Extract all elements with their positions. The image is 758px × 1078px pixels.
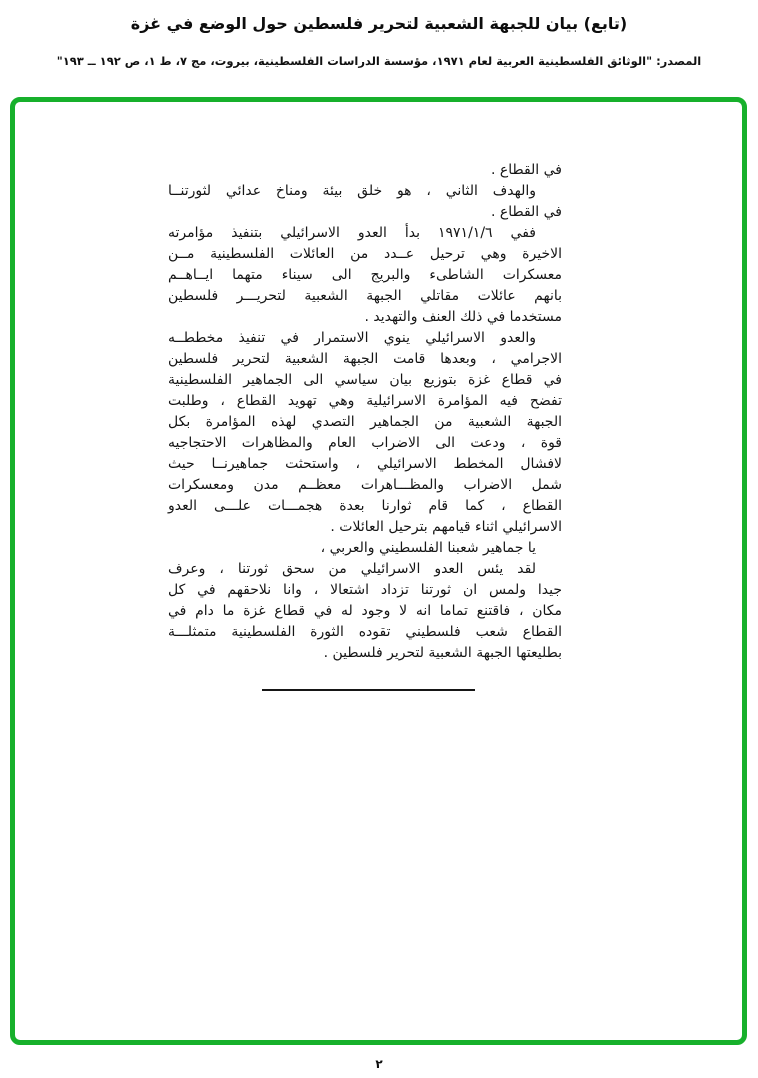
text-line: قوة ، ودعت الى الاضراب العام والمظاهرات الاحتجاجيه — [168, 435, 562, 451]
text-line: الجبهة الشعبية من الجماهير التصدي لهذه المؤامرة بكل — [168, 414, 562, 430]
document-body — [168, 160, 562, 664]
text-line: معسكرات الشاطىء والبريج الى سيناء متهما ايــاهــم — [168, 267, 562, 283]
page-header — [0, 14, 758, 33]
text-line: والهدف الثاني ، هو خلق بيئة ومناخ عدائي لثورتنــا — [168, 183, 536, 199]
text-line: القطاع ، كما قام ثوارنا بعدة هجمـــات علـــى العدو — [168, 498, 562, 514]
paragraph — [168, 328, 562, 538]
text-line: الاسرائيلي اثناء قيامهم بترحيل العائلات . — [330, 519, 562, 535]
text-line: مستخدما في ذلك العنف والتهديد . — [364, 309, 562, 325]
page-number: ٢ — [375, 1057, 383, 1071]
paragraph — [168, 160, 562, 181]
paragraph — [168, 559, 562, 664]
text-line: الاخيرة وهي ترحيل عــدد من العائلات الفلسطينية مــن — [168, 246, 562, 262]
paragraph — [168, 181, 562, 223]
paragraph — [168, 223, 562, 328]
text-line: في القطاع . — [490, 204, 562, 220]
source-citation: المصدر: "الوثائق الفلسطينية العربية لعام ١٩٧١، مؤسسة الدراسات الفلسطينية، بيروت، مج ٧، ط ١، ص ١٩٢ ــ ١٩٣" — [56, 54, 702, 68]
text-line: شمل الاضراب والمظـــاهرات معظــم مدن ومعسكرات — [168, 477, 562, 493]
text-line: جيدا ولمس ان ثورتنا تزداد اشتعالا ، وانا نلاحقهم في كل — [168, 582, 562, 598]
text-line: بانهم عائلات مقاتلي الجبهة الشعبية لتحريـــر فلسطين — [168, 288, 562, 304]
document-title: (تابع) بيان للجبهة الشعبية لتحرير فلسطين حول الوضع في غزة — [130, 14, 628, 33]
paragraph — [168, 538, 562, 559]
text-line: يا جماهير شعبنا الفلسطيني والعربي ، — [320, 540, 536, 556]
text-line: لقد يئس العدو الاسرائيلي من سحق ثورتنا ، وعرف — [168, 561, 536, 577]
text-line: في القطاع . — [490, 162, 562, 178]
section-divider — [262, 689, 475, 691]
text-line: ففي ١٩٧١/١/٦ بدأ العدو الاسرائيلي بتنفيذ مؤامرته — [168, 225, 536, 241]
text-line: الاجرامي ، وبعدها قامت الجبهة الشعبية لتحرير فلسطين — [168, 351, 562, 367]
text-line: في قطاع غزة بتوزيع بيان سياسي الى الجماهير الفلسطينية — [168, 372, 562, 388]
text-line: لافشال المخطط الاسرائيلي ، واستحثت جماهيرنــا حيث — [168, 456, 562, 472]
text-line: مكان ، فاقتنع تماما انه لا وجود له في قطاع غزة ما دام في — [168, 603, 562, 619]
text-line: القطاع شعب فلسطيني تقوده الثورة الفلسطينية متمثلـــة — [168, 624, 562, 640]
text-line: بطليعتها الجبهة الشعبية لتحرير فلسطين . — [323, 645, 562, 661]
text-line: والعدو الاسرائيلي ينوي الاستمرار في تنفيذ مخططــه — [168, 330, 536, 346]
text-line: تفضح فيه المؤامرة الاسرائيلية وهي تهويد القطاع ، وطلبت — [168, 393, 562, 409]
